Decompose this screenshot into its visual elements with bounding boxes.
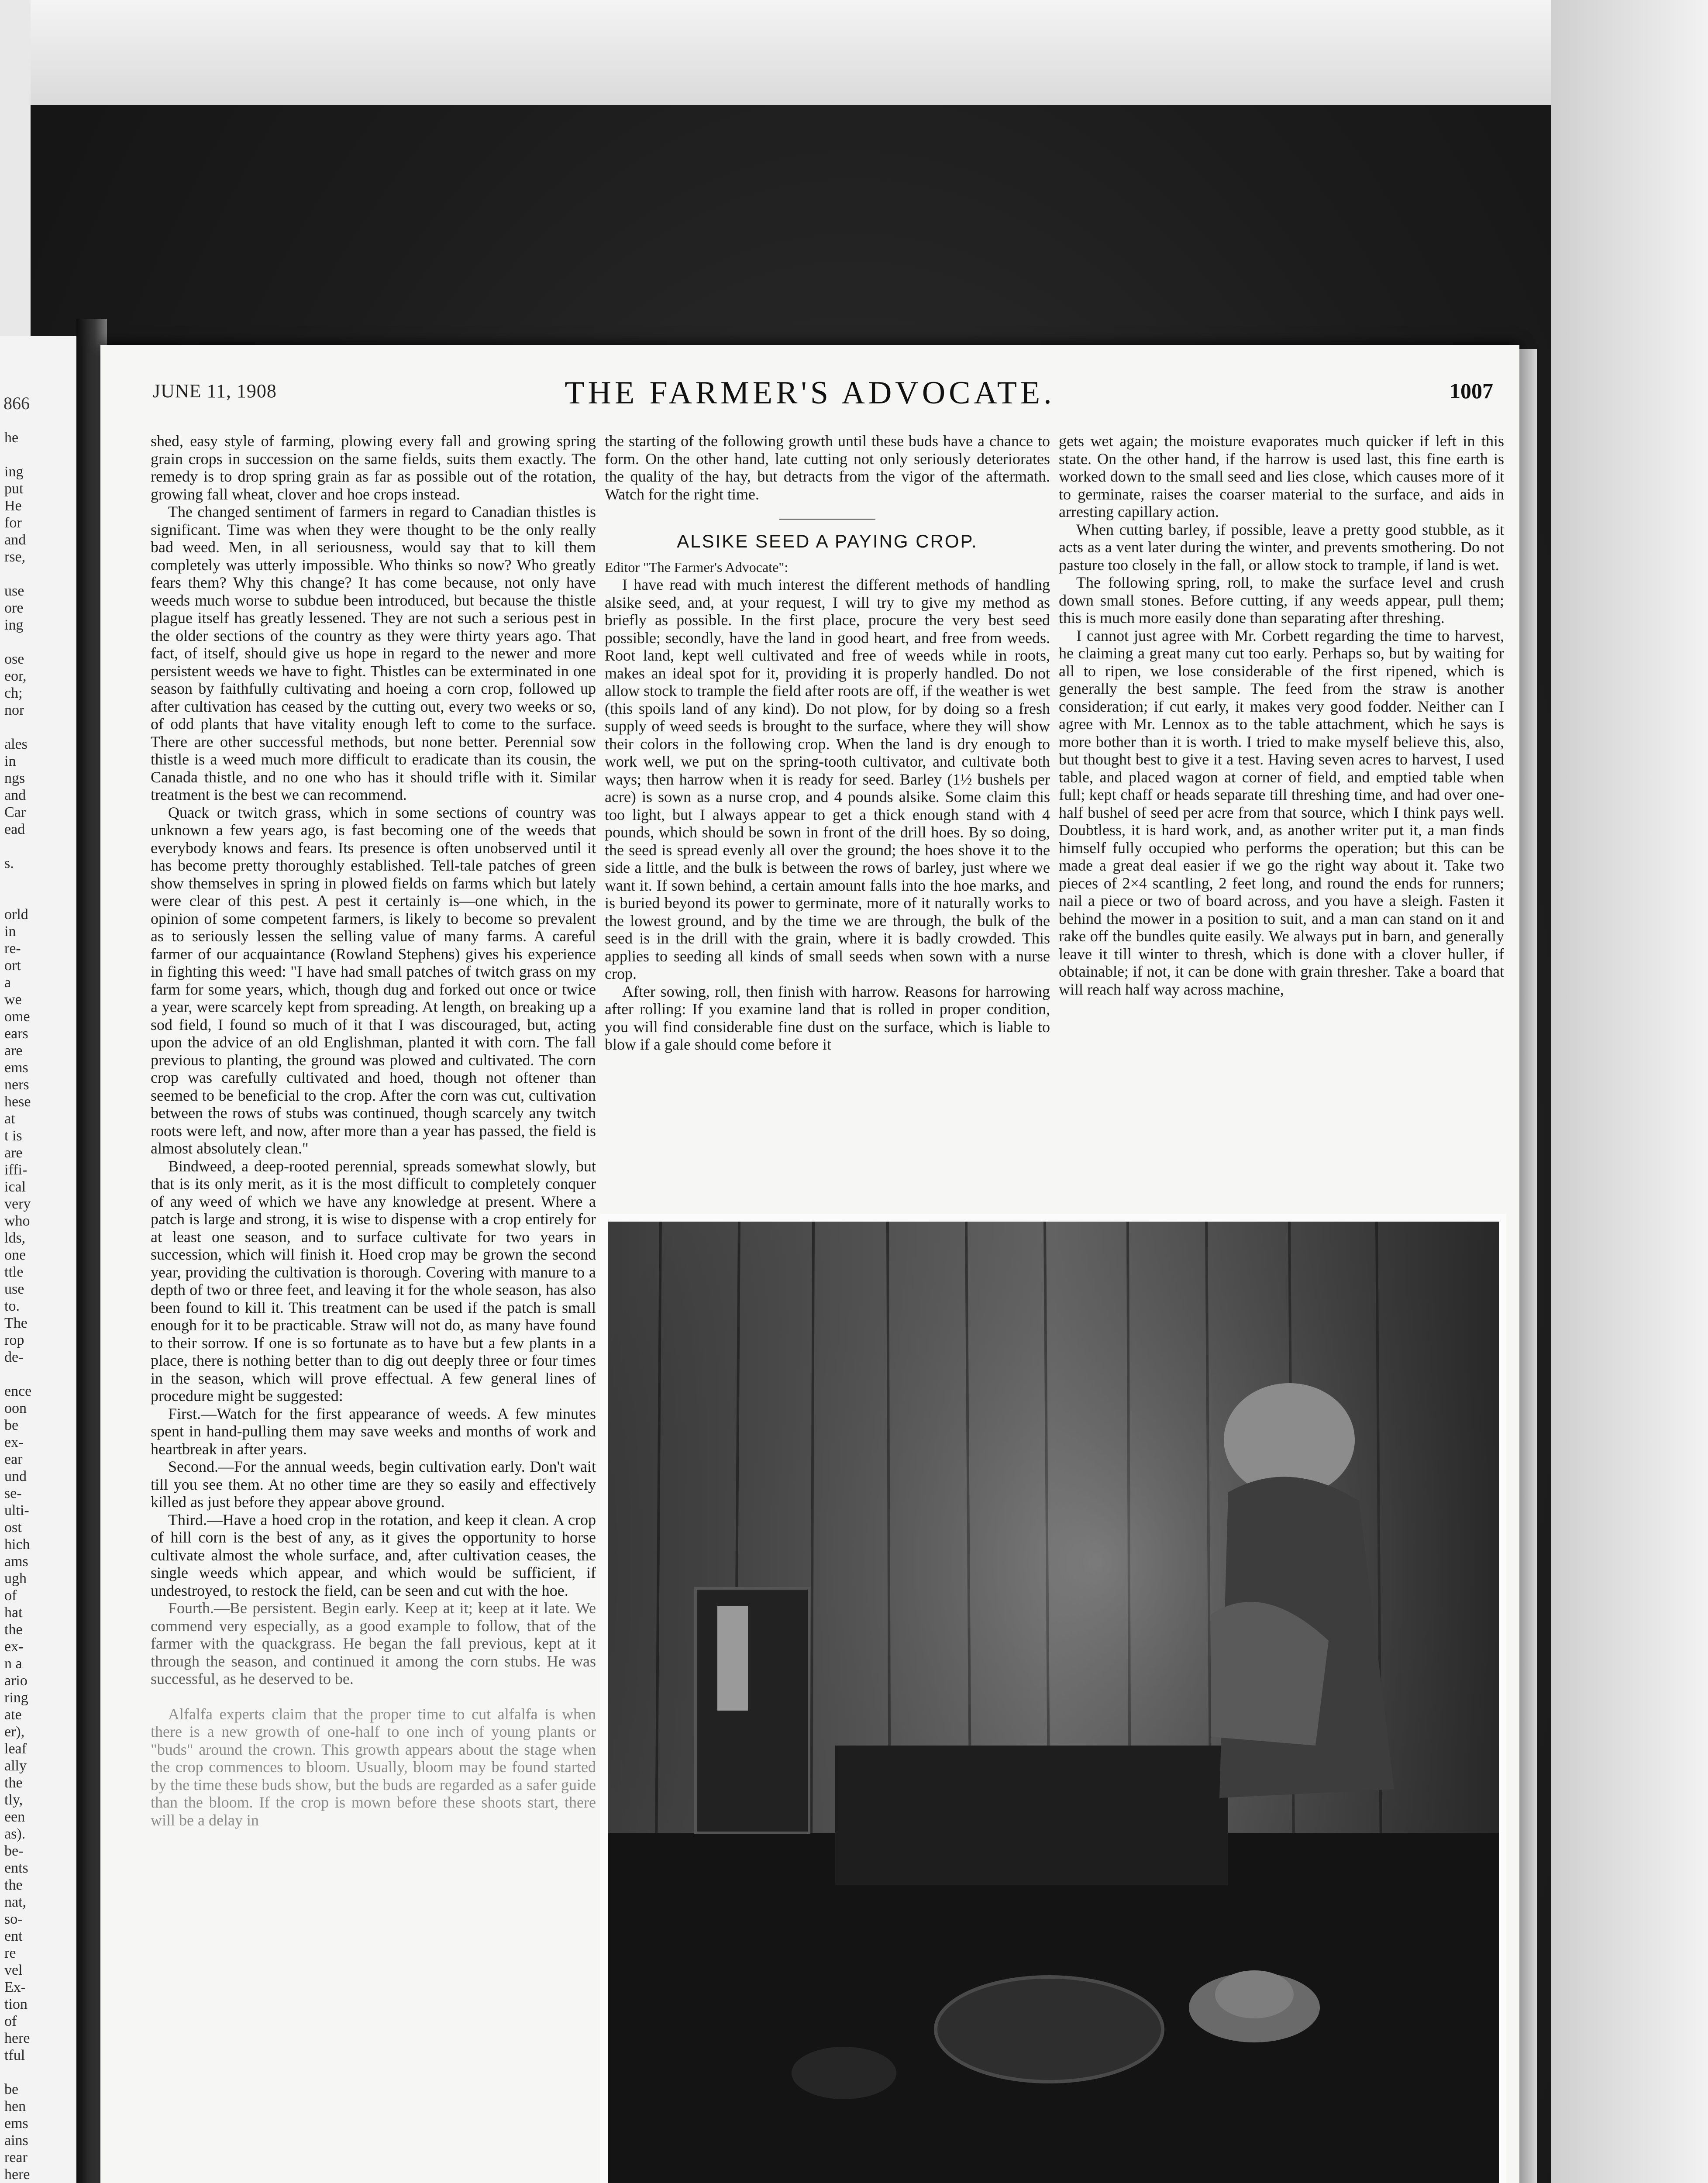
fragment-line: in xyxy=(4,923,16,940)
fragment-line: and xyxy=(4,532,26,548)
fragment-line: tly, xyxy=(4,1792,23,1808)
fragment-line: ttle xyxy=(4,1264,24,1280)
fragment-line: He xyxy=(4,498,22,514)
editor-salutation: Editor "The Farmer's Advocate": xyxy=(605,559,789,575)
fragment-line: n a xyxy=(4,1656,22,1672)
paragraph: the starting of the following growth until these buds have a chance to form. On the other hand, late cutting not only seriously deteriorates the quality of the hay, but detracts from the vigor of the aftermath. Watch for the right time. xyxy=(605,432,1050,503)
fragment-line: ems xyxy=(4,2115,28,2131)
fragment-line: so- xyxy=(4,1911,23,1927)
paragraph: gets wet again; the moisture evaporates much quicker if left in this state. On the other hand, if the harrow is used last, this fine earth is worked down to the small seed and lies close, which causes more of it to germinate, raises the coarser material to the surface, and aids in arresting capillary action. xyxy=(1059,432,1504,520)
fragment-line: the xyxy=(4,1622,23,1638)
fragment-line: ents xyxy=(4,1860,28,1876)
fragment-line: ing xyxy=(4,464,24,480)
column-1 xyxy=(151,432,596,1829)
fragment-line: orld xyxy=(4,906,28,923)
fragment-line: he xyxy=(4,430,19,446)
fragment-line: the xyxy=(4,1775,23,1791)
fragment-line: oon xyxy=(4,1400,27,1416)
fragment-line: nor xyxy=(4,702,24,718)
fragment-line: lds, xyxy=(4,1230,26,1246)
fragment-line: hich xyxy=(4,1536,30,1553)
fragment-line: se- xyxy=(4,1485,22,1501)
paragraph: The changed sentiment of farmers in regard to Canadian thistles is significant. Time was when they were thought to be the only really bad weed. Men, in all seriousness, would say that to kill them completely was utterly impossible. Who thinks so now? Who greatly fears them? Why this change? It has come because, not only have weeds much worse to subdue been introduced, but because the thistle plague itself has greatly lessened. They are not such a serious pest in the older sections of the country as they were thirty years ago. That fact, of itself, should give us hope in regard to the newer and more persistent weeds we have to fight. Thistles can be exterminated in one season by faithfully cultivating and hoeing a corn crop, followed up after cultivation has ceased by the cutting out, every two weeks or so, of odd plants that have vitality enough left to come to the surface. There are other successful methods, but none better. Perennial sow thistle is a weed much more difficult to eradicate than its cousin, the Canada thistle, and no one who has it should trifle with it. Similar treatment is the best we can recommend. xyxy=(151,503,596,803)
paragraph: After sowing, roll, then finish with harrow. Reasons for harrowing after rolling: If you examine land that is rolled in proper condition, you will find considerable fine dust on the surface, which is liable to blow if a gale should come before it xyxy=(605,982,1050,1053)
fragment-line: ent xyxy=(4,1928,23,1944)
fragment-line: re xyxy=(4,1945,16,1961)
fragment-line: leaf xyxy=(4,1741,27,1757)
page-edge-shadow xyxy=(1519,349,1537,2183)
fragment-line: be- xyxy=(4,1843,24,1859)
fragment-line: ams xyxy=(4,1553,28,1570)
fragment-line: hese xyxy=(4,1094,31,1110)
paragraph: When cutting barley, if possible, leave a pretty good stubble, as it acts as a vent later during the winter, and prevents smothering. Do not pasture too closely in the fall, or allow stock to trample, if land is wet. xyxy=(1059,520,1504,574)
fragment-line: use xyxy=(4,583,24,599)
column-2 xyxy=(605,432,1050,1054)
fragment-line: a xyxy=(4,974,11,991)
previous-page-fragment xyxy=(0,336,81,2183)
paragraph: Quack or twitch grass, which in some sections of country was unknown a few years ago, is fast becoming one of the weeds that everybody knows and fears. Its presence is often unobserved until it has become pretty thoroughly established. Tell-tale patches of green show themselves in spring in plowed fields on farms which but lately were clear of this pest. A pest it certainly is—one which, in the opinion of some competent farmers, is likely to become so prevalent as to seriously lessen the selling value of many farms. A careful farmer of our acquaintance (Rowland Stephens) gives his experience in fighting this weed: "I have had small patches of twitch grass on my farm for some years, which, though dug and forked out once or twice a year, were scarcely kept from spreading. At length, on breaking up a sod field, I found so much of it that I was discouraged, but, acting upon the advice of an old Englishman, planted it with corn. The fall previous to planting, the ground was plowed and cultivated. The corn crop was carefully cultivated and hoed, though not oftener than seemed to be beneficial to the crop. After the corn was cut, cultivation between the rows of stubs was continued, though scarcely any twitch roots were left, and now, after more than a year has passed, the field is almost absolutely clean." xyxy=(151,803,596,1157)
fragment-line: und xyxy=(4,1468,27,1484)
issue-date: JUNE 11, 1908 xyxy=(153,380,277,402)
paragraph: I have read with much interest the different methods of handling alsike seed, and, at your request, I will try to give my method as briefly as possible. In the first place, procure the very best seed possible; secondly, have the land in good heart, and free from weeds. Root land, kept well cultivated and free of weeds while in roots, makes an ideal spot for it, providing it is properly handled. Do not allow stock to trample the field after roots are off, if the weather is wet (this spoils land of any kind). Do not plow, for by doing so a fresh supply of weed seeds is brought to the surface, where they will show their colors in the following crop. When the land is dry enough to work well, we put on the spring-tooth cultivator, and cultivate both ways; then harrow when it is ready for seed. Barley (1½ bushels per acre) is sown as a nurse crop, and 4 pounds alsike. Some claim this too light, but I always appear to get a thick enough stand with 4 pounds, which should be sown in front of the drill hoes. By so doing, the seed is spread evenly all over the ground; the hoes shove it to the side a little, and the bulk is between the rows of barley, just where we want it. If sown behind, a certain amount falls into the hoe marks, and is buried beyond its power to germinate, more of it naturally works to the lowest ground, and by the time we are through, the bulk of the seed is in the drill with the grain, where it is badly crowded. This applies to seeding all kinds of small seeds when sown with a nurse crop. xyxy=(605,576,1050,982)
fragment-line: tion xyxy=(4,1996,28,2012)
paragraph: shed, easy style of farming, plowing every fall and growing spring grain crops in succession on the same fields, suits them exactly. The remedy is to drop spring grain as far as possible out of the rotation, growing fall wheat, clover and hoe crops instead. xyxy=(151,432,596,503)
photo-illustration xyxy=(608,1222,1499,2183)
fragment-line: of xyxy=(4,2013,17,2029)
fragment-line: ate xyxy=(4,1707,22,1723)
fragment-line: here xyxy=(4,2030,30,2046)
fragment-line: ems xyxy=(4,1060,28,1076)
fragment-line: hat xyxy=(4,1605,23,1621)
fragment-line: rear xyxy=(4,2149,28,2166)
fragment-line: put xyxy=(4,481,24,497)
fragment-line: rse, xyxy=(4,549,26,565)
page-number: 1007 xyxy=(1450,379,1493,403)
fragment-line: ore xyxy=(4,600,24,616)
photograph-frame xyxy=(600,1214,1506,2183)
paragraph: Alfalfa experts claim that the proper time to cut alfalfa is when there is a new growth of one-half to one inch of young plants or "buds" around the crown. This growth appears about the stage when the crop commences to bloom. Usually, bloom may be found started by the time these buds show, but the buds are regarded as a safer guide than the bloom. If the crop is mown before these shoots start, there will be a delay in xyxy=(151,1705,596,1829)
fragment-line: as). xyxy=(4,1826,26,1842)
fragment-line: ical xyxy=(4,1179,26,1195)
fragment-line: ex- xyxy=(4,1434,24,1450)
newspaper-page xyxy=(100,345,1519,2183)
fragment-line: eor, xyxy=(4,668,27,684)
fragment-line: very xyxy=(4,1196,31,1212)
scanner-right-margin xyxy=(1551,0,1708,2183)
fragment-line: ence xyxy=(4,1383,32,1399)
fragment-line: ear xyxy=(4,1451,23,1467)
fragment-line: of xyxy=(4,1587,17,1604)
fragment-line: be xyxy=(4,1417,19,1433)
fragment-line: ains xyxy=(4,2132,28,2149)
fragment-line: ulti- xyxy=(4,1502,29,1518)
fragment-line: ners xyxy=(4,1077,29,1093)
column-3 xyxy=(1059,432,1504,998)
fragment-line: be xyxy=(4,2081,19,2097)
paragraph: First.—Watch for the first appearance of weeds. A few minutes spent in hand-pulling them may save weeks and months of work and heartbreak in after years. xyxy=(151,1405,596,1458)
fragment-line: hen xyxy=(4,2098,26,2114)
fragment-line: ort xyxy=(4,957,21,974)
fragment-line: and xyxy=(4,787,26,803)
fragment-line: The xyxy=(4,1315,28,1331)
paragraph: The following spring, roll, to make the surface level and crush down small stones. Before cutting, if any weeds appear, pull them; this is much more easily done than separating after threshing. xyxy=(1059,574,1504,627)
fragment-line: are xyxy=(4,1145,23,1161)
paragraph: Second.—For the annual weeds, begin cultivation early. Don't wait till you see them. At no other time are they so easily and effectively killed as just before they appear above ground. xyxy=(151,1458,596,1511)
masthead-title: THE FARMER'S ADVOCATE. xyxy=(565,375,1055,411)
fragment-line: tful xyxy=(4,2047,25,2063)
fragment-line: er), xyxy=(4,1724,25,1740)
fragment-line: ome xyxy=(4,1009,30,1025)
paragraph: Bindweed, a deep-rooted perennial, spreads somewhat slowly, but that is its only merit, as it is the most difficult to completely conquer of any weed of which we have any knowledge at present. Where a patch is large and strong, it is wise to dispense with a crop entirely for at least one season, and to surface cultivate for two years in succession, which will finish it. Hoed crop may be grown the second year, providing the cultivation is thorough. Covering with manure to a depth of two or three feet, and leaving it for the whole season, has also been found to kill it. This treatment can be used if the patch is small enough for it to be practicable. Straw will not do, as many have found to their sorrow. If one is so fortunate as to have but a few plants in a place, there is nothing better than to dig out deeply three or four times in the season, which will prove effectual. A few general lines of procedure might be suggested: xyxy=(151,1157,596,1405)
fragment-line: at xyxy=(4,1111,15,1127)
paragraph: I cannot just agree with Mr. Corbett regarding the time to harvest, he claiming a great many cut too early. Perhaps so, but by waiting for all to ripen, we lose considerable of the first ripened, which is generally the best sample. The feed from the straw is another consideration; if cut early, it makes very good fodder. Neither can I agree with Mr. Lennox as to the table attachment, which he says is more bother than it is worth. I tried to make myself believe this, also, but thought best to give it a test. Having seven acres to harvest, I used table, and placed wagon at corner of field, and emptied table when full; kept chaff or heads separate till threshing time, and had over one-half bushel of seed per acre from that source, which I think pays well. Doubtless, it is hard work, and, as another writer put it, a man finds himself fully occupied who performs the operation; but this can be made a great deal easier if we go the right way about it. Take two pieces of 2×4 scantling, 2 feet long, and round the ends for runners; nail a piece or two of board across, and you have a sleigh. Fasten it behind the mower in a position to suit, and a man can stand on it and rake off the bundles quite easily. We always put in barn, and generally leave it till winter to thresh, which is done with a clover huller, if obtainable; if not, it can be done with grain thresher. Take a board that will reach half way across machine, xyxy=(1059,627,1504,998)
fragment-line: we xyxy=(4,992,22,1008)
fragment-line: use xyxy=(4,1281,24,1297)
paragraph: Third.—Have a hoed crop in the rotation, and keep it clean. A crop of hill corn is the best of any, as it gives the opportunity to horse cultivate almost the whole surface, and, after cultivation ceases, the single weeds which appear, and which would be sufficient, if undestroyed, to restock the field, can be seen and cut with the hoe. xyxy=(151,1511,596,1599)
paragraph: Fourth.—Be persistent. Begin early. Keep at it; keep at it late. We commend very especially, as a good example to follow, that of the farmer with the quackgrass. He began the fall previous, kept at it through the season, and continued it among the corn stubs. He was successful, as he deserved to be. xyxy=(151,1599,596,1687)
fragment-line: ch; xyxy=(4,685,23,701)
fragment-line: ing xyxy=(4,617,24,633)
fragment-line: ales xyxy=(4,736,28,752)
fragment-line: ose xyxy=(4,651,24,667)
fragment-line: ring xyxy=(4,1690,28,1706)
fragment-line: Ex- xyxy=(4,1979,26,1995)
fragment-line: t is xyxy=(4,1128,22,1144)
section-divider xyxy=(779,519,875,520)
fragment-line: ears xyxy=(4,1026,28,1042)
fragment-line: nat, xyxy=(4,1894,27,1910)
fragment-line: Car xyxy=(4,804,26,820)
fragment-line: the xyxy=(4,1877,23,1893)
fragment-line: one xyxy=(4,1247,26,1263)
fragment-line: in xyxy=(4,753,16,769)
fragment-line: ugh xyxy=(4,1570,27,1587)
fragment-line: een xyxy=(4,1809,25,1825)
scanner-top-margin xyxy=(0,0,1708,105)
fragment-line: ngs xyxy=(4,770,25,786)
previous-page-number: 866 xyxy=(3,393,30,413)
fragment-line: ex- xyxy=(4,1639,24,1655)
fragment-line: rop xyxy=(4,1332,24,1348)
fragment-line: ario xyxy=(4,1673,28,1689)
fragment-line: vel xyxy=(4,1962,23,1978)
fragment-line: re- xyxy=(4,940,21,957)
fragment-line: who xyxy=(4,1213,30,1229)
fragment-line: s. xyxy=(4,855,14,871)
fragment-line: to. xyxy=(4,1298,20,1314)
potato-planting-photo xyxy=(608,1222,1499,2183)
fragment-line: de- xyxy=(4,1349,24,1365)
article-title: ALSIKE SEED A PAYING CROP. xyxy=(677,531,978,551)
fragment-line: for xyxy=(4,515,22,531)
fragment-line: here xyxy=(4,2166,30,2183)
fragment-line: ost xyxy=(4,1519,22,1536)
fragment-line: iffi- xyxy=(4,1162,28,1178)
fragment-line: are xyxy=(4,1043,23,1059)
fragment-line: ead xyxy=(4,821,25,837)
fragment-line: ally xyxy=(4,1758,27,1774)
